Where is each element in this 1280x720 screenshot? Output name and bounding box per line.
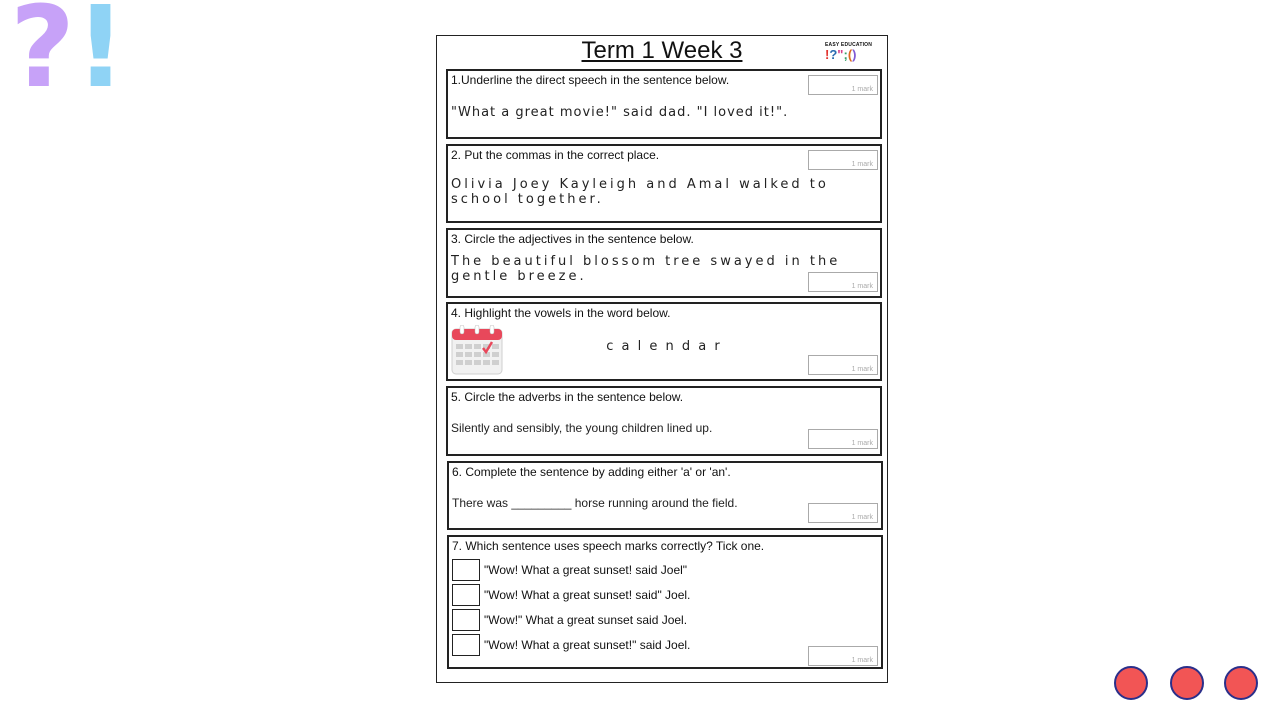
- question-6: [447, 461, 883, 530]
- option-row: [452, 609, 872, 633]
- mark-box: 1 mark: [808, 272, 878, 292]
- question-sentence-line: The beautiful blossom tree swayed in the: [451, 254, 841, 269]
- question-3: [446, 228, 882, 298]
- easy-education-logo: EASY EDUCATION !?";(): [825, 42, 873, 62]
- nav-dot-3[interactable]: [1224, 666, 1258, 700]
- question-1: [446, 69, 882, 139]
- question-sentence: There was _________ horse running around the field.: [452, 496, 738, 510]
- tick-box[interactable]: [452, 634, 480, 656]
- worksheet-title: Term 1 Week 3: [581, 37, 743, 64]
- tick-box[interactable]: [452, 584, 480, 606]
- mark-box: 1 mark: [808, 355, 878, 375]
- option-text: "Wow! What a great sunset!" said Joel.: [484, 638, 691, 652]
- nav-dot-2[interactable]: [1170, 666, 1204, 700]
- mark-box: 1 mark: [808, 503, 878, 523]
- option-row: [452, 559, 872, 583]
- question-sentence-line: gentle breeze.: [451, 269, 587, 284]
- mark-box: 1 mark: [808, 75, 878, 95]
- question-7: [447, 535, 883, 669]
- question-exclamation-icon: ?!: [10, 0, 127, 113]
- question-4: [446, 302, 882, 381]
- question-prompt: 1.Underline the direct speech in the sentence below.: [451, 73, 730, 87]
- question-prompt: 6. Complete the sentence by adding either 'a' or 'an'.: [452, 465, 731, 479]
- question-sentence: Silently and sensibly, the young children lined up.: [451, 421, 713, 435]
- option-text: "Wow! What a great sunset! said" Joel.: [484, 588, 691, 602]
- mark-box: 1 mark: [808, 150, 878, 170]
- question-sentence-line: school together.: [451, 192, 604, 207]
- option-text: "Wow! What a great sunset! said Joel": [484, 563, 688, 577]
- question-prompt: 7. Which sentence uses speech marks correctly? Tick one.: [452, 539, 765, 553]
- question-prompt: 4. Highlight the vowels in the word below.: [451, 306, 671, 320]
- question-prompt: 2. Put the commas in the correct place.: [451, 148, 660, 162]
- option-text: "Wow!" What a great sunset said Joel.: [484, 613, 688, 627]
- question-5: [446, 386, 882, 456]
- question-prompt: 3. Circle the adjectives in the sentence below.: [451, 232, 694, 246]
- option-row: [452, 584, 872, 608]
- tick-box[interactable]: [452, 609, 480, 631]
- nav-dot-1[interactable]: [1114, 666, 1148, 700]
- question-sentence: "What a great movie!" said dad. "I loved it!".: [451, 105, 789, 120]
- question-prompt: 5. Circle the adverbs in the sentence below.: [451, 390, 684, 404]
- tick-box[interactable]: [452, 559, 480, 581]
- worksheet: [436, 35, 888, 683]
- question-word: c a l e n d a r: [606, 339, 722, 354]
- mark-box: 1 mark: [808, 646, 878, 666]
- mark-box: 1 mark: [808, 429, 878, 449]
- question-sentence-line: Olivia Joey Kayleigh and Amal walked to: [451, 177, 829, 192]
- question-2: [446, 144, 882, 223]
